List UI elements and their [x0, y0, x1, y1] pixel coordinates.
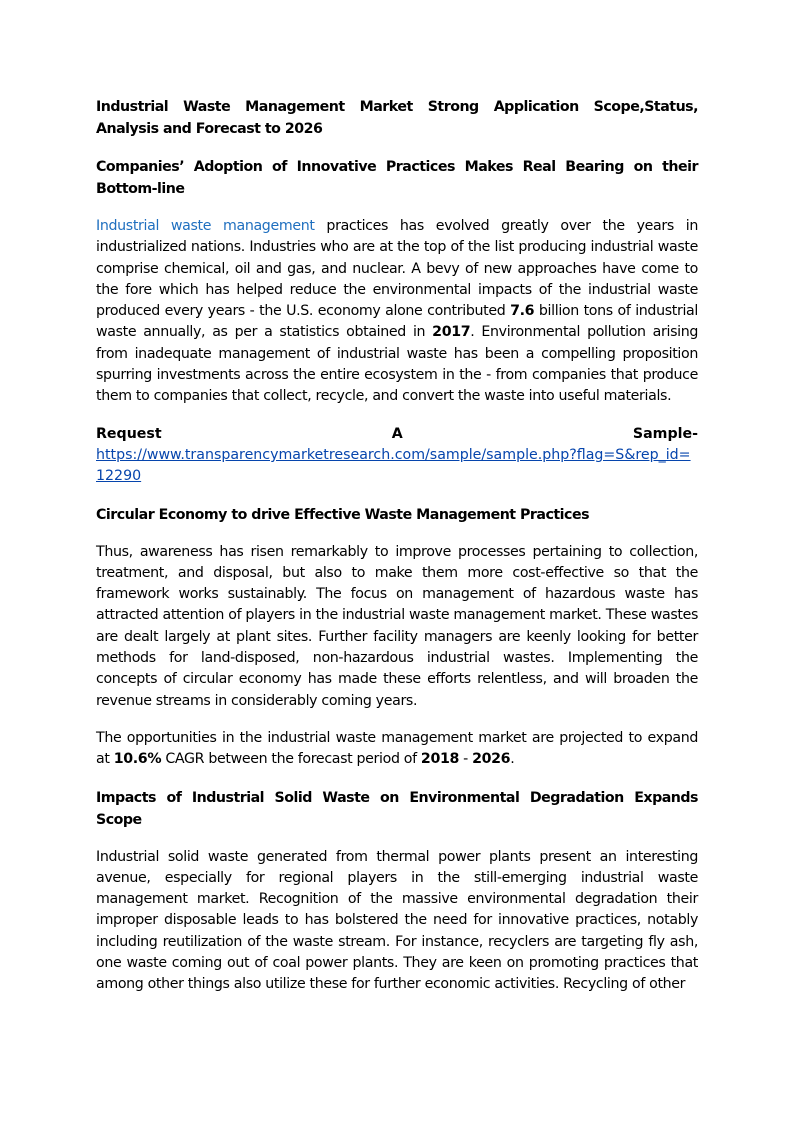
industrial-waste-management-link[interactable]: Industrial waste management	[96, 218, 315, 234]
paragraph-circular-economy: Thus, awareness has risen remarkably to improve processes pertaining to collection, treatment, and disposal, but also to make them more cost-effective so that the framework works sustainably. The focus on management of hazardous waste has attracted attention of players in the industrial waste management market. These wastes are dealt largely at plant sites. Further facility managers are keenly looking for better methods for land-disposed, non-hazardous industrial wastes. Implementing the concepts of circular economy has made these efforts relentless, and will broaden the revenue streams in considerably coming years.	[96, 543, 698, 709]
request-sample-label	[96, 424, 698, 445]
paragraph-cagr	[96, 728, 698, 771]
text-run: -	[459, 751, 473, 768]
text-run: .	[510, 751, 515, 768]
request-word: Request	[96, 425, 162, 442]
sample-url-link[interactable]: https://www.transparencymarketresearch.com/sample/sample.php?flag=S&rep_id=12290	[96, 446, 691, 485]
text-run: billion tons of industrial waste annually, as per a statistics obtained in	[96, 303, 698, 341]
request-sample-block	[96, 424, 698, 488]
bold-value-7-6: 7.6	[510, 303, 535, 320]
a-word: A	[391, 425, 403, 442]
text-run: The opportunities in the industrial waste management market are projected to expand at	[96, 729, 698, 768]
section-heading-adoption: Companies’ Adoption of Innovative Practices Makes Real Bearing on their Bottom-line	[96, 159, 698, 197]
bold-year-2026: 2026	[472, 751, 511, 768]
text-run: . Environmental pollution arising from inadequate management of industrial waste has been a compelling proposition spurring investments across the entire ecosystem in the - from companies that produce them to companies that collect, recycle, and convert the waste into useful materials.	[96, 324, 698, 405]
text-run: CAGR between the forecast period of	[161, 751, 421, 768]
document-title: Industrial Waste Management Market Strong Application Scope,Status, Analysis and Forecast to 2026	[96, 99, 698, 137]
bold-year-2017: 2017	[432, 324, 471, 341]
document-page	[96, 96, 698, 1012]
paragraph-solid-waste: Industrial solid waste generated from thermal power plants present an interesting avenue, especially for regional players in the still-emerging industrial waste management market. Recognition of the massive environmental degradation their improper disposable leads to has bolstered the need for innovative practices, notably including reutilization of the waste stream. For instance, recyclers are targeting fly ash, one waste coming out of coal power plants. They are keen on promoting practices that among other things also utilize these for further economic activities. Recycling of other	[96, 848, 698, 993]
sample-word: Sample-	[632, 425, 698, 442]
bold-cagr-value: 10.6%	[113, 751, 162, 768]
section-heading-circular-economy: Circular Economy to drive Effective Waste Management Practices	[96, 506, 590, 523]
section-heading-solid-waste: Impacts of Industrial Solid Waste on Environmental Degradation Expands Scope	[96, 789, 698, 828]
bold-year-2018: 2018	[420, 751, 460, 768]
paragraph-intro	[96, 216, 698, 408]
text-run: practices has evolved greatly over the years in industrialized nations. Industries who are at the top of the list producing industrial waste comprise chemical, oil and gas, and nuclear. A bevy of new approaches have come to the fore which has helped reduce the environmental impacts of the industrial waste produced every years - the U.S. economy alone contributed	[96, 218, 698, 320]
